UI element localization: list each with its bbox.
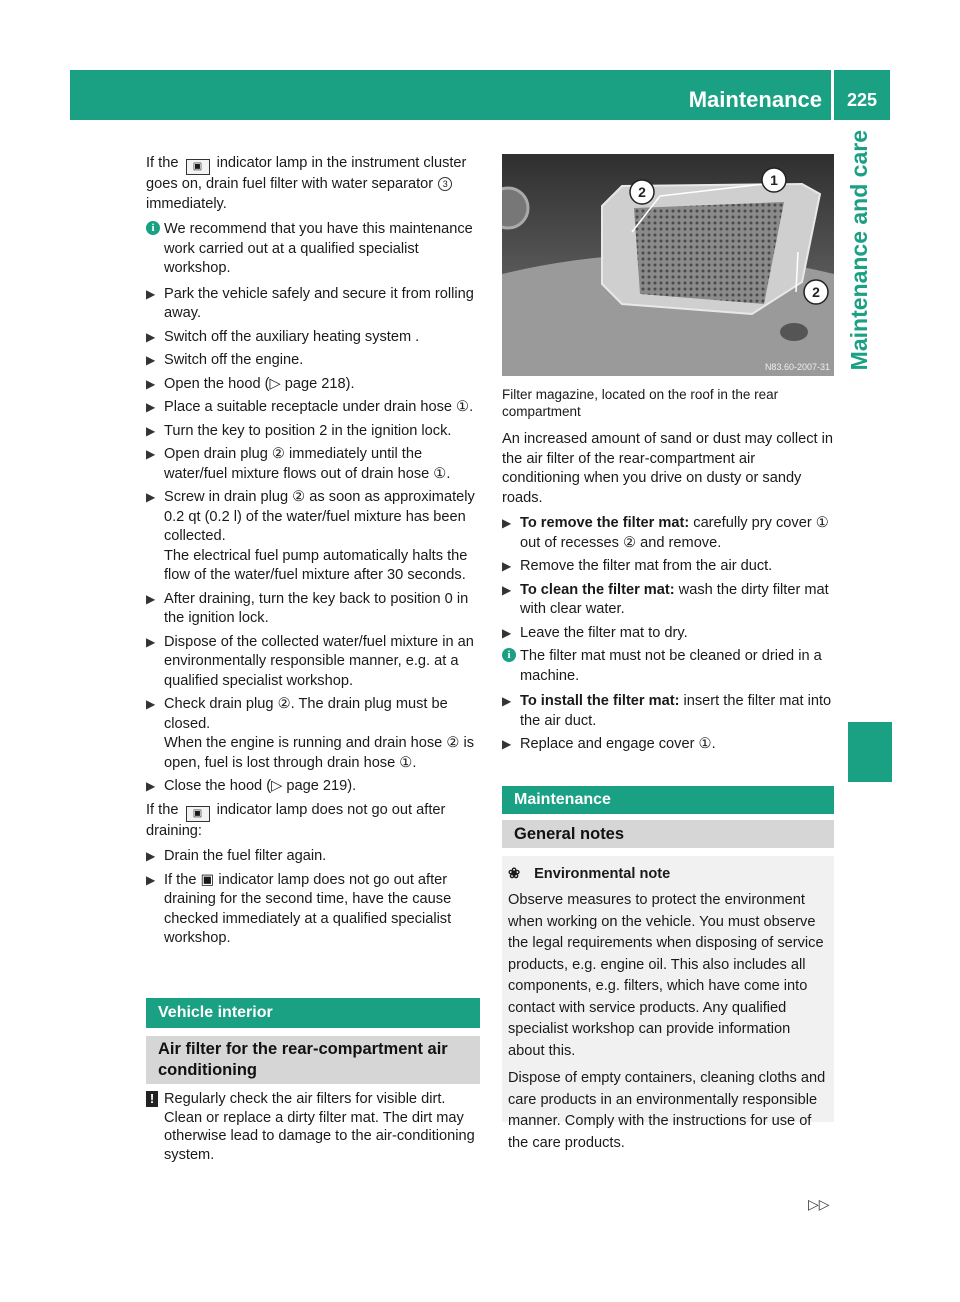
step-item: ▶ To install the filter mat: insert the filter mat into the air duct. bbox=[502, 693, 832, 729]
warning-note: ! Regularly check the air filters for visible dirt. Clean or replace a dirty filter mat. The dirt may otherwise lead to damage to the air-conditioning system. bbox=[146, 1090, 482, 1164]
step-arrow-icon: ▶ bbox=[146, 423, 156, 438]
step-arrow-icon: ▶ bbox=[146, 447, 156, 461]
svg-text:2: 2 bbox=[812, 284, 820, 300]
subsection-general-notes: General notes bbox=[502, 820, 834, 848]
left-column bbox=[146, 154, 482, 953]
environmental-note-paragraph-2: Dispose of empty containers, cleaning cloths and care products in an environmentally responsible manner. Comply with the instructions for use of the care products. bbox=[508, 1070, 826, 1151]
filter-magazine-figure bbox=[502, 154, 834, 376]
filter-steps-list bbox=[502, 514, 834, 643]
intro-paragraph: If the ▣ indicator lamp in the instrument cluster goes on, drain fuel filter with water separator 3 immediately. bbox=[146, 155, 467, 212]
step-item: ▶ Open drain plug ② immediately until the water/fuel mixture flows out of drain hose ①. bbox=[146, 446, 451, 482]
info-note-machine: i The filter mat must not be cleaned or dried in a machine. bbox=[502, 647, 834, 686]
continue-mark: ▷▷ bbox=[808, 1196, 830, 1212]
environmental-note-title: Environmental note bbox=[534, 866, 671, 882]
fuel-filter-water-icon: ▣ bbox=[186, 806, 210, 822]
step-item: ▶ Place a suitable receptacle under drain hose ①. bbox=[146, 398, 482, 418]
step-arrow-icon: ▶ bbox=[502, 737, 512, 751]
section-maintenance: Maintenance bbox=[502, 786, 834, 814]
step-arrow-icon: ▶ bbox=[502, 559, 512, 573]
environmental-note-paragraph-1: Observe measures to protect the environment when working on the vehicle. You must observe the legal requirements when disposing of service products, e.g. engine oil. This also includes all components, e.g. filters, which have come into contact with service products. Any qualified specialist workshop can provide information about this. bbox=[508, 892, 824, 1059]
step-arrow-icon: ▶ bbox=[502, 516, 512, 530]
step-item: ▶ Dispose of the collected water/fuel mixture in an environmentally responsible manner, e.g. at a qualified specialist workshop. bbox=[146, 633, 474, 689]
step-arrow-icon: ▶ bbox=[502, 694, 512, 708]
install-steps-list bbox=[502, 692, 834, 755]
filter-magazine-illustration bbox=[502, 154, 834, 376]
drain-steps-list bbox=[146, 285, 482, 797]
right-body bbox=[502, 430, 834, 759]
step-arrow-icon: ▶ bbox=[146, 490, 156, 504]
page-header bbox=[70, 70, 890, 120]
step-arrow-icon: ▶ bbox=[146, 697, 156, 711]
step-arrow-icon: ▶ bbox=[146, 329, 156, 344]
step-arrow-icon: ▶ bbox=[502, 625, 512, 640]
step-item: ▶ Leave the filter mat to dry. bbox=[502, 624, 834, 644]
step-item: ▶ Open the hood (▷ page 218). bbox=[146, 375, 482, 395]
info-note: i We recommend that you have this maintenance work carried out at a qualified specialist workshop. bbox=[146, 220, 482, 279]
section-vehicle-interior: Vehicle interior bbox=[146, 998, 480, 1028]
step-item: ▶ Drain the fuel filter again. bbox=[146, 847, 482, 867]
step-item: ▶ Switch off the engine. bbox=[146, 351, 482, 371]
callout-1 bbox=[762, 168, 786, 192]
info-icon: i bbox=[146, 221, 160, 235]
after-steps-list bbox=[146, 847, 482, 949]
step-arrow-icon: ▶ bbox=[502, 582, 512, 597]
info-icon: i bbox=[502, 648, 516, 662]
step-arrow-icon: ▶ bbox=[146, 872, 156, 887]
callout-3: 3 bbox=[438, 177, 452, 191]
environmental-note-box bbox=[502, 856, 834, 1151]
step-item: ▶ Remove the filter mat from the air duct. bbox=[502, 557, 834, 577]
svg-text:2: 2 bbox=[638, 184, 646, 200]
fuel-filter-water-icon: ▣ bbox=[186, 159, 210, 175]
callout-2-right bbox=[804, 280, 828, 304]
step-item: ▶ Turn the key to position 2 in the ignition lock. bbox=[146, 422, 482, 442]
side-tab-label: Maintenance and care bbox=[846, 130, 872, 371]
step-item: ▶ Screw in drain plug ② as soon as approximately 0.2 qt (0.2 l) of the water/fuel mixture has been collected. The electrical fuel pump automatically halts the flow of the water/fuel mixture after 30 seconds. bbox=[146, 489, 475, 583]
step-item: ▶ Park the vehicle safely and secure it from rolling away. bbox=[146, 285, 474, 321]
step-arrow-icon: ▶ bbox=[146, 591, 156, 606]
header-section-title: Maintenance bbox=[688, 87, 822, 112]
figure-code: N83.60-2007-31 bbox=[764, 362, 830, 372]
step-item: ▶ To remove the filter mat: carefully pry cover ① out of recesses ② and remove. bbox=[502, 515, 829, 551]
step-item: ▶ Replace and engage cover ①. bbox=[502, 735, 834, 755]
step-arrow-icon: ▶ bbox=[146, 353, 156, 367]
step-arrow-icon: ▶ bbox=[146, 779, 156, 793]
step-item: ▶ To clean the filter mat: wash the dirty filter mat with clear water. bbox=[502, 581, 829, 617]
step-arrow-icon: ▶ bbox=[146, 634, 156, 649]
dust-intro: An increased amount of sand or dust may collect in the air filter of the rear-compartment air conditioning when you drive on dusty or sandy roads. bbox=[502, 431, 833, 506]
step-item: ▶ Switch off the auxiliary heating system . bbox=[146, 328, 482, 348]
callout-2-top bbox=[630, 180, 654, 204]
leaf-icon: ❀ bbox=[508, 866, 521, 882]
page-number: 225 bbox=[846, 90, 878, 110]
svg-text:1: 1 bbox=[770, 172, 778, 188]
exclamation-icon: ! bbox=[146, 1091, 158, 1107]
step-arrow-icon: ▶ bbox=[146, 376, 156, 391]
step-item: ▶ After draining, turn the key back to position 0 in the ignition lock. bbox=[146, 590, 469, 626]
step-arrow-icon: ▶ bbox=[146, 400, 156, 414]
step-arrow-icon: ▶ bbox=[146, 849, 156, 863]
side-tab-marker bbox=[848, 722, 892, 782]
figure-caption: Filter magazine, located on the roof in the rear compartment bbox=[502, 387, 779, 419]
subsection-air-filter: Air filter for the rear-compartment air conditioning bbox=[146, 1036, 480, 1084]
after-draining-paragraph: If the ▣ indicator lamp does not go out after draining: bbox=[146, 801, 446, 839]
step-item: ▶ Check drain plug ②. The drain plug must be closed. When the engine is running and drain hose ② is open, fuel is lost through drain hose ①. bbox=[146, 696, 475, 771]
step-item: ▶ Close the hood (▷ page 219). bbox=[146, 777, 482, 797]
step-item: ▶ If the ▣ indicator lamp does not go out after draining for the second time, have the cause checked immediately at a qualified specialist workshop. bbox=[146, 871, 452, 946]
warning-block bbox=[146, 1090, 482, 1164]
step-arrow-icon: ▶ bbox=[146, 286, 156, 301]
